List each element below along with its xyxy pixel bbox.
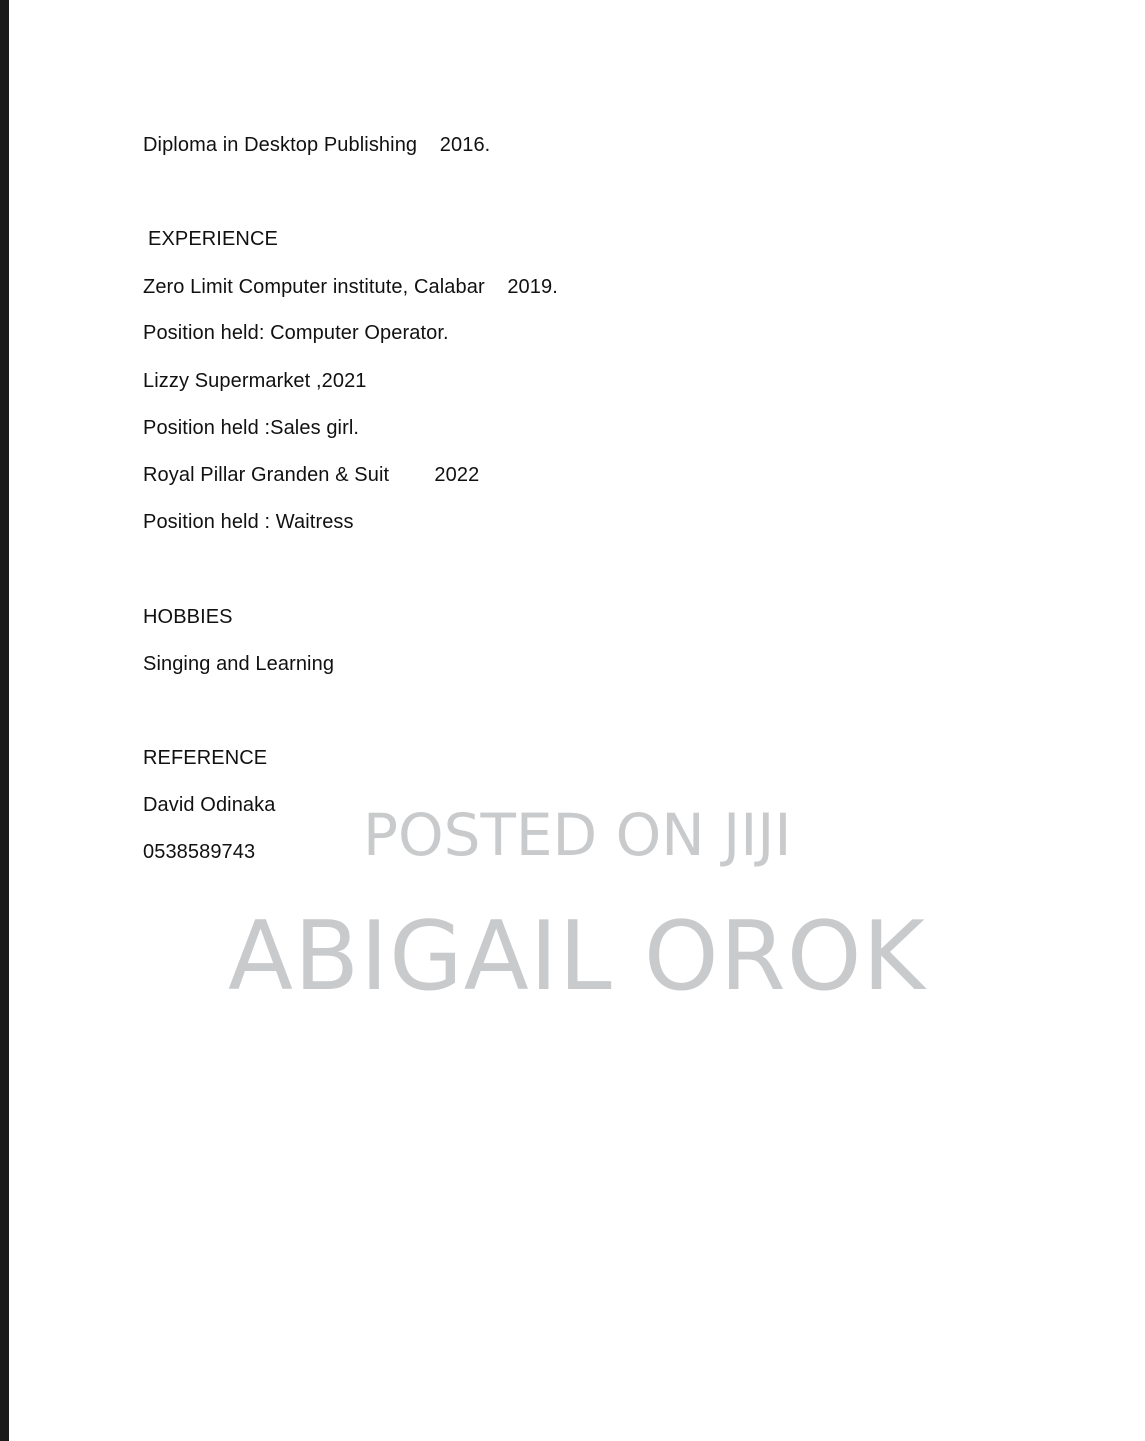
experience-entry: Zero Limit Computer institute, Calabar 2019. [143, 276, 558, 298]
hobbies-text: Singing and Learning [143, 653, 335, 675]
dark-page-edge [0, 0, 9, 1441]
reference-phone: 0538589743 [143, 841, 256, 863]
watermark-abigail-orok: ABIGAIL OROK [228, 902, 926, 1012]
experience-entry: Position held :Sales girl. [143, 417, 360, 439]
experience-entry: Position held : Waitress [143, 511, 354, 533]
experience-entry: Position held: Computer Operator. [143, 322, 449, 344]
reference-name: David Odinaka [143, 794, 276, 816]
reference-heading: REFERENCE [143, 747, 268, 769]
experience-entry: Royal Pillar Granden & Suit 2022 [143, 464, 480, 486]
document-page [9, 0, 1145, 1441]
watermark-posted-on-jiji: POSTED ON JIJI [363, 801, 792, 869]
experience-entry: Lizzy Supermarket ,2021 [143, 370, 367, 392]
hobbies-heading: HOBBIES [143, 606, 233, 628]
experience-heading: EXPERIENCE [148, 228, 278, 250]
education-diploma-line: Diploma in Desktop Publishing 2016. [143, 134, 491, 156]
